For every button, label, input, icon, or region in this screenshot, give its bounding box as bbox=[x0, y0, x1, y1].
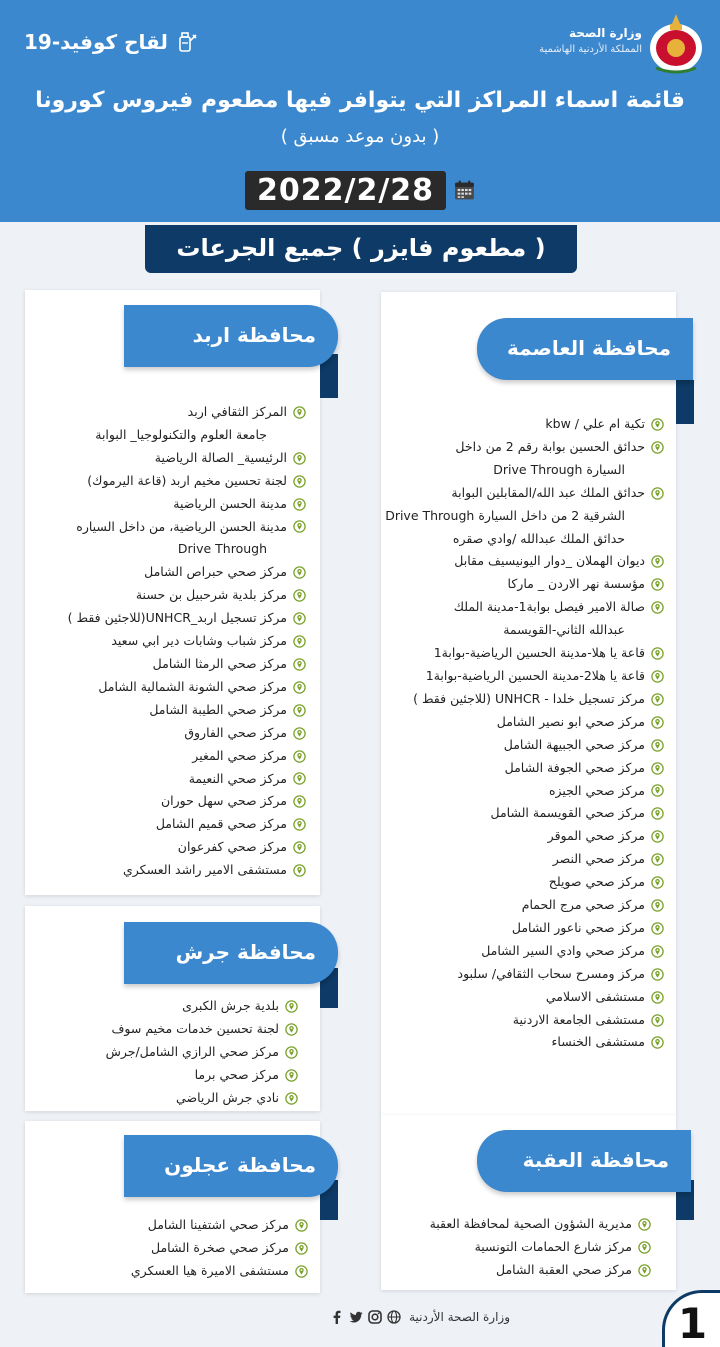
list-item bbox=[385, 413, 664, 436]
vaccine-banner: ( مطعوم فايزر ) جميع الجرعات bbox=[145, 225, 577, 273]
list-item bbox=[385, 1031, 664, 1054]
list-item-text: المركز الثقافي اربد bbox=[187, 404, 287, 419]
location-pin-icon bbox=[651, 807, 664, 820]
capital-title-tail bbox=[676, 380, 694, 424]
location-pin-icon bbox=[293, 658, 306, 671]
location-pin-icon bbox=[293, 795, 306, 808]
aqaba-title: محافظة العقبة bbox=[477, 1130, 691, 1192]
list-item-text: مركز صحي حبراص الشامل bbox=[144, 564, 287, 580]
list-item-text: مركز صحي قميم الشامل bbox=[155, 816, 287, 832]
list-item bbox=[68, 836, 306, 859]
list-item bbox=[68, 493, 306, 516]
list-item bbox=[131, 1214, 308, 1237]
location-pin-icon bbox=[293, 406, 306, 419]
list-item-text: مستشفى الخنساء bbox=[551, 1034, 645, 1050]
list-item bbox=[106, 1018, 298, 1041]
location-pin-icon bbox=[651, 418, 664, 431]
jordan-emblem-icon bbox=[646, 10, 706, 76]
list-item-text: مركز صحي النصر bbox=[552, 851, 645, 867]
list-item bbox=[385, 780, 664, 803]
globe-icon[interactable] bbox=[387, 1310, 401, 1324]
list-item bbox=[385, 711, 664, 734]
list-item bbox=[68, 813, 306, 836]
list-item-text: مركز صحي الجيزه bbox=[548, 782, 645, 798]
location-pin-icon bbox=[293, 841, 306, 854]
list-item bbox=[68, 653, 306, 676]
list-item bbox=[385, 802, 664, 825]
ministry-name: وزارة الصحة bbox=[568, 26, 642, 40]
vaccine-icon bbox=[176, 31, 198, 53]
list-item-text: قاعة يا هلا-مدينة الحسين الرياضية-بوابة1 bbox=[433, 645, 645, 661]
location-pin-icon bbox=[285, 1000, 298, 1013]
list-item bbox=[385, 528, 664, 551]
aqaba-list bbox=[430, 1213, 651, 1282]
location-pin-icon bbox=[293, 635, 306, 648]
location-pin-icon bbox=[651, 739, 664, 752]
list-item-text: حدائق الحسين بوابة رقم 2 من داخل bbox=[455, 438, 645, 454]
list-item-text: مركز صحي الرمثا الشامل bbox=[152, 655, 287, 671]
facebook-icon[interactable] bbox=[330, 1310, 344, 1324]
list-item bbox=[385, 825, 664, 848]
date-row bbox=[245, 168, 475, 212]
list-item-text: تكية ام علي / kbw bbox=[545, 416, 645, 431]
list-item-text: مركز صحي النعيمة bbox=[188, 770, 287, 786]
list-item bbox=[385, 940, 664, 963]
footer-text: وزارة الصحة الأردنية bbox=[409, 1310, 510, 1324]
list-item bbox=[385, 917, 664, 940]
list-item-text: مركز صحي المغير bbox=[192, 747, 287, 763]
campaign-tag bbox=[24, 30, 198, 54]
list-item bbox=[131, 1260, 308, 1283]
list-item bbox=[385, 573, 664, 596]
list-item-text: مركز تسجيل اربد_UNHCR(للاجئين فقط ) bbox=[67, 610, 287, 626]
list-item-text: مركز صحي صخرة الشامل bbox=[151, 1239, 289, 1255]
location-pin-icon bbox=[651, 555, 664, 568]
list-item-text: صالة الامير فيصل بوابة1-مدينة الملك bbox=[453, 599, 645, 615]
list-item bbox=[385, 459, 664, 482]
location-pin-icon bbox=[293, 750, 306, 763]
list-item-text: مركز صحي كفرعوان bbox=[177, 839, 287, 855]
list-item bbox=[385, 871, 664, 894]
location-pin-icon bbox=[651, 876, 664, 889]
location-pin-icon bbox=[293, 681, 306, 694]
location-pin-icon bbox=[293, 452, 306, 465]
location-pin-icon bbox=[651, 578, 664, 591]
location-pin-icon bbox=[651, 968, 664, 981]
list-item bbox=[385, 963, 664, 986]
list-item bbox=[106, 1041, 298, 1064]
list-item-text: مؤسسة نهر الاردن _ ماركا bbox=[507, 576, 645, 592]
list-item-text: مركز صحي الرازي الشامل/جرش bbox=[105, 1043, 279, 1059]
list-item-text: مستشفى الاسلامي bbox=[545, 988, 645, 1004]
location-pin-icon bbox=[651, 647, 664, 660]
list-item bbox=[385, 894, 664, 917]
ajloun-list bbox=[131, 1214, 308, 1283]
list-item bbox=[385, 734, 664, 757]
list-item-text: مركز تسجيل خلدا - UNHCR (للاجئين فقط ) bbox=[413, 690, 645, 706]
location-pin-icon bbox=[651, 1036, 664, 1049]
location-pin-icon bbox=[651, 441, 664, 454]
list-item-text: مركز ومسرح سحاب الثقافي/ سلبود bbox=[457, 965, 645, 981]
list-item bbox=[131, 1237, 308, 1260]
jerash-title: محافظة جرش bbox=[124, 922, 338, 984]
location-pin-icon bbox=[651, 716, 664, 729]
list-item bbox=[430, 1213, 651, 1236]
location-pin-icon bbox=[651, 830, 664, 843]
list-item bbox=[385, 505, 664, 528]
location-pin-icon bbox=[293, 818, 306, 831]
list-item-text: حدائق الملك عبد الله/المقابلين البوابة bbox=[451, 484, 645, 500]
list-item-text: مركز صحي العقبة الشامل bbox=[496, 1261, 632, 1277]
list-item bbox=[68, 768, 306, 791]
location-pin-icon bbox=[295, 1265, 308, 1278]
campaign-tag-text: لقاح كوفيد-19 bbox=[24, 30, 168, 54]
calendar-icon bbox=[454, 170, 475, 210]
location-pin-icon bbox=[638, 1241, 651, 1254]
list-item bbox=[68, 699, 306, 722]
location-pin-icon bbox=[651, 945, 664, 958]
list-item-text: مركز صحي الفاروق bbox=[184, 724, 287, 740]
list-item-text: مركز بلدية شرحبيل بن حسنة bbox=[135, 587, 287, 603]
list-item-text: Drive Through bbox=[177, 541, 267, 557]
location-pin-icon bbox=[638, 1218, 651, 1231]
location-pin-icon bbox=[285, 1092, 298, 1105]
footer bbox=[270, 1305, 510, 1329]
list-item-text: عبدالله الثاني-القويسمة bbox=[503, 622, 625, 638]
location-pin-icon bbox=[285, 1023, 298, 1036]
ministry-subtitle: المملكة الأردنية الهاشمية bbox=[539, 44, 642, 55]
list-item-text: مركز صحي القويسمة الشامل bbox=[490, 805, 645, 821]
list-item bbox=[68, 401, 306, 424]
list-item bbox=[385, 436, 664, 459]
capital-list bbox=[385, 413, 664, 1054]
list-item-text: مركز صحي ناعور الشامل bbox=[511, 919, 645, 935]
list-item bbox=[68, 630, 306, 653]
list-item-text: مركز صحي صويلح bbox=[548, 874, 645, 890]
list-item bbox=[68, 561, 306, 584]
list-item bbox=[68, 538, 306, 561]
list-item bbox=[385, 986, 664, 1009]
list-item-text: مستشفى الجامعة الاردنية bbox=[512, 1011, 645, 1027]
location-pin-icon bbox=[295, 1219, 308, 1232]
list-item bbox=[430, 1259, 651, 1282]
ajloun-title: محافظة عجلون bbox=[124, 1135, 338, 1197]
list-item bbox=[385, 642, 664, 665]
location-pin-icon bbox=[293, 704, 306, 717]
location-pin-icon bbox=[293, 520, 306, 533]
capital-title: محافظة العاصمة bbox=[477, 318, 693, 380]
location-pin-icon bbox=[293, 772, 306, 785]
list-item-text: مركز صحي الموقر bbox=[547, 828, 645, 844]
header bbox=[0, 0, 720, 222]
list-item bbox=[68, 722, 306, 745]
location-pin-icon bbox=[293, 589, 306, 602]
location-pin-icon bbox=[293, 864, 306, 877]
list-item-text: مركز صحي اشتفينا الشامل bbox=[147, 1217, 289, 1232]
list-item-text: مركز صحي ابو نصير الشامل bbox=[496, 713, 645, 729]
list-item bbox=[68, 745, 306, 768]
list-item-text: نادي جرش الرياضي bbox=[176, 1089, 279, 1105]
irbid-title: محافظة اربد bbox=[124, 305, 338, 367]
page-title: قائمة اسماء المراكز التي يتوافر فيها مطعوم فيروس كورونا bbox=[35, 88, 685, 113]
list-item-text: مركز صحي الشونة الشمالية الشامل bbox=[98, 678, 287, 694]
location-pin-icon bbox=[285, 1046, 298, 1059]
location-pin-icon bbox=[651, 762, 664, 775]
list-item bbox=[385, 482, 664, 505]
ministry-logo bbox=[516, 10, 706, 80]
list-item bbox=[68, 676, 306, 699]
list-item bbox=[385, 757, 664, 780]
list-item bbox=[106, 1087, 298, 1110]
location-pin-icon bbox=[285, 1069, 298, 1082]
location-pin-icon bbox=[651, 922, 664, 935]
list-item-text: جامعة العلوم والتكنولوجيا_ البوابة bbox=[95, 426, 267, 442]
list-item-text: مركز صحي مرج الحمام bbox=[521, 897, 645, 913]
location-pin-icon bbox=[651, 1014, 664, 1027]
list-item bbox=[68, 470, 306, 493]
list-item-text: قاعة يا هلا2-مدينة الحسين الرياضية-بوابة1 bbox=[425, 667, 645, 683]
list-item bbox=[68, 447, 306, 470]
list-item-text: الشرقية 2 من داخل السيارة Drive Through bbox=[385, 507, 625, 523]
list-item-text: مدينة الحسن الرياضية bbox=[173, 495, 287, 511]
location-pin-icon bbox=[651, 487, 664, 500]
location-pin-icon bbox=[651, 784, 664, 797]
list-item bbox=[106, 1064, 298, 1087]
list-item-text: مركز صحي سهل حوران bbox=[160, 793, 287, 809]
twitter-icon[interactable] bbox=[349, 1310, 363, 1324]
list-item-text: مركز صحي الجبيهة الشامل bbox=[503, 736, 645, 752]
list-item bbox=[68, 859, 306, 882]
location-pin-icon bbox=[293, 612, 306, 625]
list-item bbox=[385, 596, 664, 619]
list-item bbox=[430, 1236, 651, 1259]
location-pin-icon bbox=[651, 853, 664, 866]
list-item-text: مركز صحي الطيبة الشامل bbox=[149, 701, 287, 717]
location-pin-icon bbox=[651, 670, 664, 683]
location-pin-icon bbox=[638, 1264, 651, 1277]
list-item-text: مدينة الحسن الرياضية، من داخل السياره bbox=[76, 518, 287, 534]
list-item-text: بلدية جرش الكبرى bbox=[182, 998, 279, 1013]
list-item-text: مستشفى الاميرة هيا العسكري bbox=[130, 1262, 289, 1278]
list-item-text: مركز شارع الحمامات التونسية bbox=[474, 1238, 632, 1254]
location-pin-icon bbox=[293, 566, 306, 579]
list-item-text: ديوان الهملان _دوار اليونيسيف مقابل bbox=[454, 553, 645, 569]
social-icons bbox=[330, 1310, 401, 1324]
location-pin-icon bbox=[651, 693, 664, 706]
location-pin-icon bbox=[293, 498, 306, 511]
irbid-list bbox=[68, 401, 306, 882]
list-item-text: السيارة Drive Through bbox=[493, 461, 625, 477]
list-item bbox=[106, 995, 298, 1018]
location-pin-icon bbox=[651, 601, 664, 614]
list-item bbox=[385, 619, 664, 642]
location-pin-icon bbox=[651, 991, 664, 1004]
page-number: 1 bbox=[662, 1290, 720, 1347]
list-item-text: الرئيسية_ الصالة الرياضية bbox=[154, 449, 287, 465]
list-item bbox=[385, 848, 664, 871]
list-item-text: مركز صحي الجوفة الشامل bbox=[504, 759, 645, 775]
list-item-text: لجنة تحسين خدمات مخيم سوف bbox=[111, 1020, 279, 1036]
location-pin-icon bbox=[293, 475, 306, 488]
list-item-text: حدائق الملك عبدالله /وادي صقره bbox=[452, 530, 625, 546]
list-item bbox=[68, 790, 306, 813]
list-item-text: لجنة تحسين مخيم اربد (قاعة اليرموك) bbox=[87, 472, 287, 488]
list-item bbox=[68, 516, 306, 539]
list-item bbox=[68, 584, 306, 607]
list-item bbox=[385, 550, 664, 573]
location-pin-icon bbox=[651, 899, 664, 912]
location-pin-icon bbox=[295, 1242, 308, 1255]
list-item-text: مركز صحي وادي السير الشامل bbox=[481, 942, 645, 958]
list-item-text: مستشفى الامير راشد العسكري bbox=[123, 862, 287, 878]
list-item-text: مركز شباب وشابات دير ابي سعيد bbox=[111, 633, 287, 649]
page-subtitle: ( بدون موعد مسبق ) bbox=[280, 126, 440, 147]
list-item-text: مديرية الشؤون الصحية لمحافظة العقبة bbox=[429, 1216, 632, 1231]
list-item-text: مركز صحي برما bbox=[194, 1066, 279, 1082]
location-pin-icon bbox=[293, 727, 306, 740]
list-item bbox=[385, 665, 664, 688]
list-item bbox=[68, 607, 306, 630]
jerash-list bbox=[106, 995, 298, 1110]
date-label: 2022/2/28 bbox=[245, 171, 446, 210]
list-item bbox=[385, 1009, 664, 1032]
list-item bbox=[385, 688, 664, 711]
list-item bbox=[68, 424, 306, 447]
instagram-icon[interactable] bbox=[368, 1310, 382, 1324]
